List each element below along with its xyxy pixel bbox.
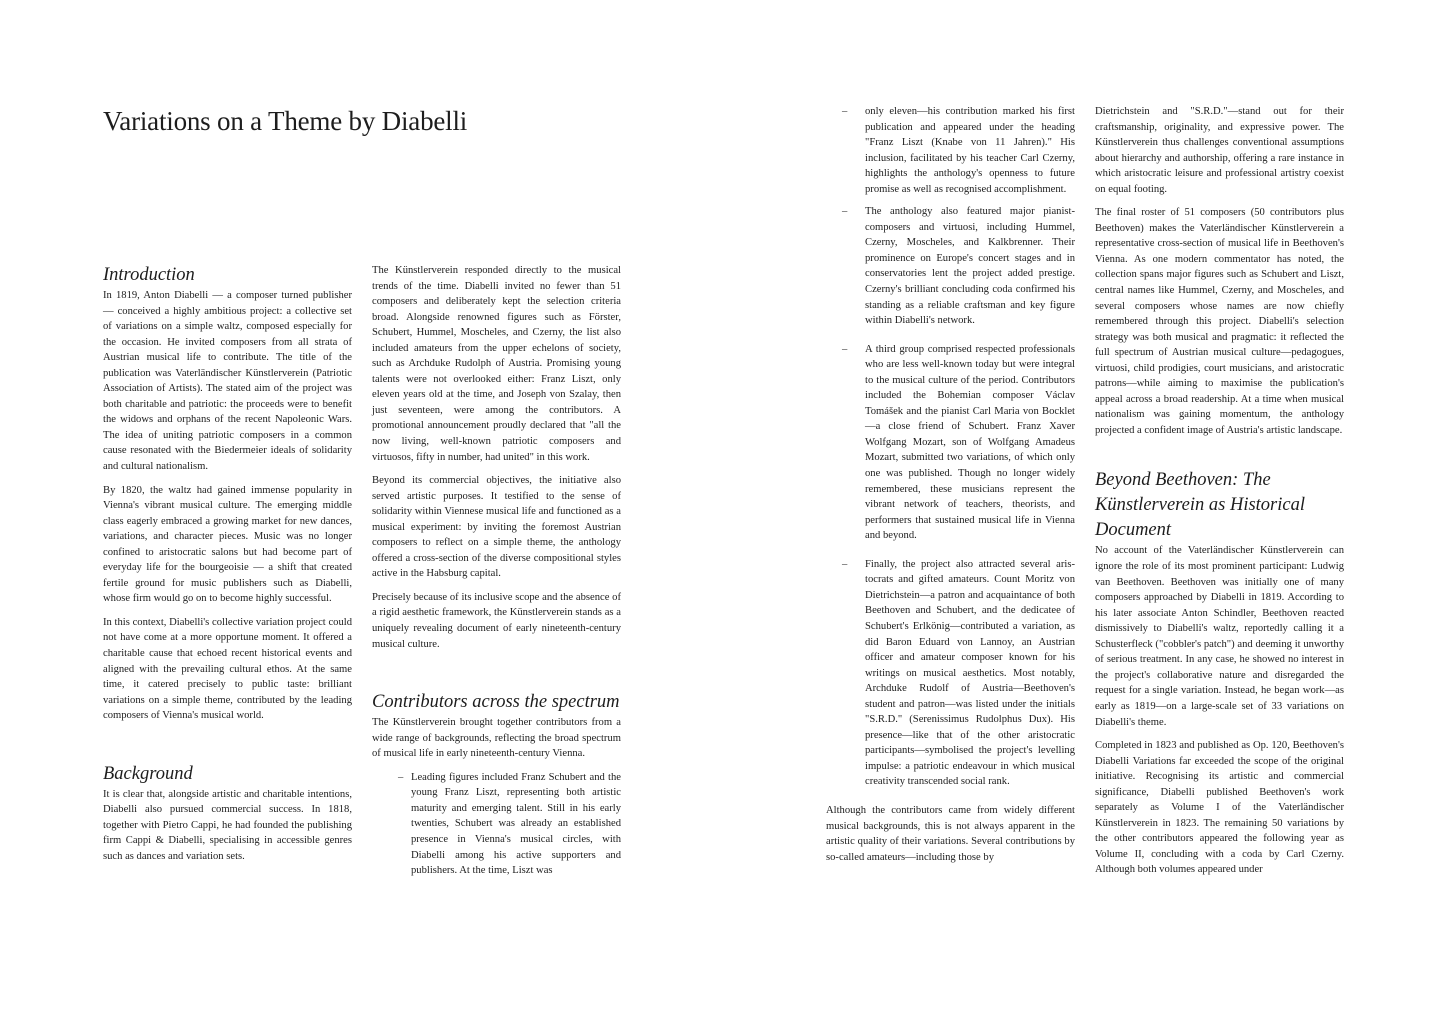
list-item: – Leading figures included Franz Schubert and the young Franz Liszt, representing both artistic maturity and emerging talent. Still in his early twenties, Schubert was already an established presence in Vienna's musical circles, with Diabelli among his active supporters and publishers. At the time, Liszt was [372, 770, 621, 879]
paragraph: No account of the Vaterländischer Künstlerverein can ignore the role of its most prominent participant: Ludwig van Beethoven. Beethoven was initially one of many composers approached by Diabelli in 1819. According to his later associate Anton Schindler, Beethoven reacted dismissively to Diabelli's waltz, reportedly calling it a Schusterfleck ("cobbler's patch") and deeming it unworthy of serious treatment. In any case, he showed no interest in the project's collaborative nature and disregarded the request for a single variation. Instead, he began work—as early as 1819—on a large-scale set of 33 variations on Diabelli's theme. [1095, 545, 1344, 728]
paragraph: The final roster of 51 composers (50 contributors plus Beethoven) makes the Vaterländischer Künstlerverein a representative cross-section of musical life in Beethoven's Vienna. As one modern commentator has noted, the collection spans major figures such as Schubert and Liszt, central names like Hummel, Czerny, and Moscheles, and several composers whose names are now chiefly remembered through this project. Diabelli's selection strategy was both musical and pragmatic: it reflected the full spectrum of Austrian musical culture—pedagogues, virtuosi, child prodigies, court musicians, and aristocratic patrons—while aiming to maximise the publication's appeal across a broad readership. At a time when musical nationalism was gaining momentum, the anthology projected a confident image of Austria's artistic landscape. [1095, 207, 1344, 436]
heading-background: Background [103, 763, 193, 784]
heading-introduction: Introduction [103, 265, 195, 285]
contributor-list-continued [826, 104, 1075, 790]
paragraph-continued: Dietrichstein and "S.R.D."—stand out for their craftsmanship, originality, and expressive power. The Künstlerverein thus challenges conventional assumptions about hierarchy and authorship, offering a rare instance in which aristocratic leisure and professional artistry coexist on equal footing. [1095, 106, 1344, 195]
column-4 [1095, 104, 1344, 878]
paragraph: In this context, Diabelli's collective variation project could not have come at a more opportune moment. It offered a charitable cause that echoed recent historical events and aligned with the prevailing cultural ethos. At the same time, it catered precisely to public taste: brilliant variations on a simple theme, contributed by the leading composers of Vienna's musical world. [103, 616, 352, 722]
column-3 [826, 104, 1075, 865]
paragraph: The Künstlerverein responded directly to the musical trends of the time. Diabelli invited no fewer than 51 composers and deliberately kept the selection criteria broad. Alongside renowned figures such as Förster, Schubert, Hummel, Moscheles, and Czerny, the list also included amateurs from the upper echelons of society, such as Archduke Rudolph of Austria. Promising young talents were not overlooked either: Franz Liszt, only eleven years old at the time, and Joseph von Szalay, then just seventeen, were among the contributors. A promotional announcement proudly declared that "all the now living, well-known patriotic composers and virtuosos, fifty in number, had united" in this work. [372, 265, 621, 463]
page-title: Variations on a Theme by Diabelli [103, 106, 468, 136]
list-item: – The anthology also featured major pianist-composers and virtuosi, including Hummel, Czerny, Moscheles, and Kalkbrenner. Their prominence on Europe's concert stages and in conservatories lent the project added prestige. Czerny's brilliant concluding coda confirmed his standing as a reliable craftsman and key figure within Diabelli's network. [826, 204, 1075, 328]
column-2 [372, 263, 621, 892]
paragraph: Although the contributors came from widely different musical backgrounds, this is not always apparent in the artistic quality of their variations. Several contributions by so-called amateurs—including those by [826, 804, 1075, 863]
list-item-continued: – only eleven—his contribution marked his first publication and appeared under the heading "Franz Liszt (Knabe von 11 Jahren)." His inclusion, facilitated by his teacher Carl Czerny, highlights the anthology's openness to future promise as well as recognised accomplishment. [826, 104, 1075, 197]
section-gap [103, 732, 352, 762]
list-item: – Finally, the project also attracted several aristocrats and gifted amateurs. Count Moritz von Dietrichstein—a patron and acquaintance of both Beethoven and Schubert, and the dedicatee of Schubert's Erlkönig—contributed a variation, as did Baron Eduard von Lannoy, an Austrian officer and amateur composer known for his writings on musical aesthetics. Most notably, Archduke Rudolf of Austria—Beethoven's student and patron—was listed under the initials "S.R.D." (Serenissimus Rudolphus Dux). His presence—like that of the other aristocratic participants—symbolised the project's levelling impulse: a patriotic endeavour in which musical creativity transcended social rank. [826, 557, 1075, 790]
paragraph: It is clear that, alongside artistic and charitable intentions, Diabelli also pursued commercial success. In 1818, together with Pietro Cappi, he had founded the publishing firm Cappi & Diabelli, specialising in accessible genres such as dances and variation sets. [103, 788, 352, 862]
paragraph: The Künstlerverein brought together contributors from a wide range of backgrounds, reflecting the broad spectrum of musical life in early nineteenth-century Vienna. [372, 717, 621, 760]
paragraph: In 1819, Anton Diabelli — a composer turned publisher — conceived a highly ambitious project: a collective set of variations on a simple waltz, composed especially for the occasion. He invited composers from all strata of Austrian musical life to contribute. The title of the publication was Vaterländischer Künstlerverein (Patriotic Association of Artists). The stated aim of the project was both charitable and patriotic: the proceeds were to benefit the widows and orphans of the recent Napoleonic Wars. The idea of uniting patriotic composers in a common cause resonated with the Biedermeier ideals of solidarity and cultural nationalism. [103, 290, 352, 473]
column-1 [103, 263, 352, 865]
paragraph: Completed in 1823 and published as Op. 120, Beethoven's Diabelli Variations far exceeded the scope of the original initiative. Recognising its artistic and commercial significance, Diabelli published Beethoven's work separately as Volume I of the Vaterländischer Künstlerverein in 1823. The remaining 50 variations by the other contributors appeared the following year as Volume II, concluding with a coda by Carl Czerny. Although both volumes appeared under [1095, 740, 1344, 876]
paragraph: Beyond its commercial objectives, the initiative also served artistic purposes. It testified to the sense of solidarity within Viennese musical life and functioned as a musical experiment: by inviting the foremost Austrian composers to reflect on a simple theme, the anthology offered a cross-section of the diverse compositional styles active in the Habsburg capital. [372, 475, 621, 580]
paragraph: Precisely because of its inclusive scope and the absence of a rigid aesthetic framework, the Künstlerverein stands as a uniquely revealing document of early nineteenth-century musical culture. [372, 591, 621, 650]
heading-contributors: Contributors across the spectrum [372, 692, 620, 713]
section-gap [372, 660, 621, 690]
paragraph: By 1820, the waltz had gained immense popularity in Vienna's vibrant musical culture. The emerging middle class eagerly embraced a growing market for new dances, variations, and character pieces. Music was no longer confined to aristocratic salons but had become part of everyday life for the bourgeoisie — a shift that created fertile ground for music publishers such as Diabelli, whose firm would go on to become highly successful. [103, 484, 352, 605]
contributor-list [372, 770, 621, 879]
section-gap [1095, 446, 1344, 468]
heading-beyond-beethoven: Beyond Beethoven: The Künstlerverein as Historical Document [1095, 470, 1305, 541]
list-item: – A third group comprised respected professionals who are less well-known today but were integral to the musical culture of the period. Contributors included the Bohemian composer Václav Tomášek and the pianist Carl Maria von Bocklet—a close friend of Schubert. Franz Xaver Wolfgang Mozart, son of Wolfgang Amadeus Mozart, submitted two variations, of which only one was published. Though no longer widely remembered, these musicians represent the vibrant network of teachers, theorists, and performers that sustained musical life in Vienna and beyond. [826, 342, 1075, 544]
